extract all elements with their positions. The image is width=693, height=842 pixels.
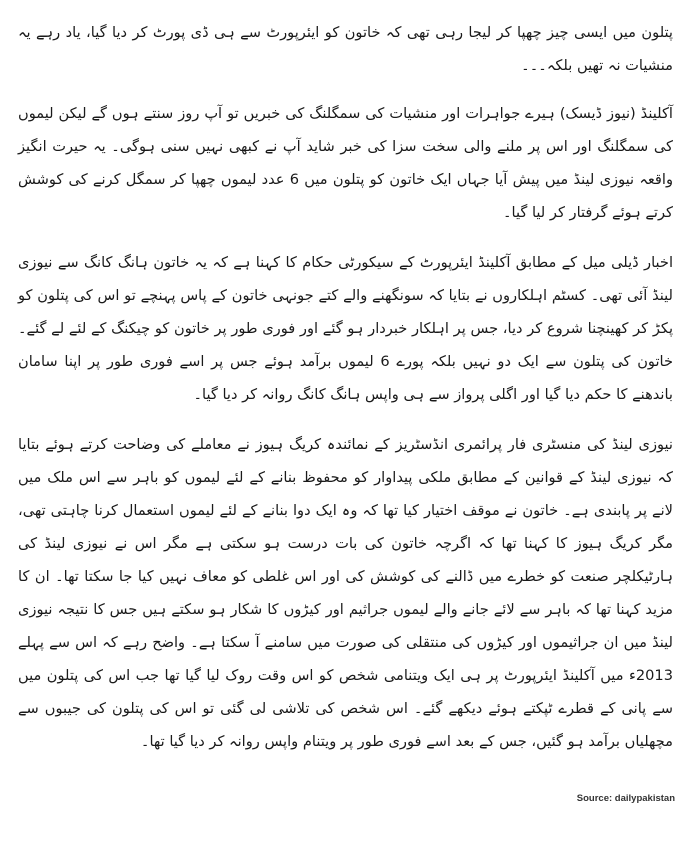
article-paragraph: نیوزی لینڈ کی منسٹری فار پرائمری انڈسٹریز کے نمائندہ کریگ ہیوز نے معاملے کی وضاحت کرتے ہوئے بتایا کہ نیوزی لینڈ کے قوانین کے مطابق ملکی پیداوار کو محفوظ بنانے کے لئے لیموں کو باہر سے اس ملک میں لانے پر پابندی ہے۔ خاتون نے موقف اختیار کیا تھا کہ وہ ایک دوا بنانے کے لئے لیموں استعمال کرنا چاہتی تھی، مگر کریگ ہیوز کا کہنا تھا کہ اگرچہ خاتون کی بات درست ہو سکتی ہے مگر اس نے نیوزی لینڈ کی ہارٹیکلچر صنعت کو خطرے میں ڈالنے کی کوشش کی اور اس غلطی کو معاف نہیں کیا جا سکتا تھا۔ ان کا مزید کہنا تھا کہ باہر سے لائے جانے والے لیموں جراثیم اور کیڑوں کا شکار ہو سکتے ہیں جس کا نتیجہ نیوزی لینڈ میں ان جراثیموں اور کیڑوں کی منتقلی کی صورت میں سامنے آ سکتا ہے۔ واضح رہے کہ اس سے پہلے 2013ء میں آکلینڈ ایئرپورٹ پر ہی ایک ویتنامی شخص کو اس وقت روک لیا گیا تھا جب اس کی پتلون میں سے پانی کے قطرے ٹپکتے ہوئے دیکھے گئے۔ اس شخص کی تلاشی لی گئی تو اس کی پتلون کی جیبوں سے مچھلیاں برآمد ہو گئیں، جس کے بعد اسے فوری طور پر ویتنام واپس روانہ کر دیا گیا تھا۔ (18, 436, 673, 750)
article-paragraph-intro: پتلون میں ایسی چیز چھپا کر لیجا رہی تھی کہ خاتون کو ایئرپورٹ سے ہی ڈی پورٹ کر دیا گیا، یاد رہے یہ منشیات نہ تھیں بلکہ۔۔۔ (18, 24, 673, 74)
article-body (18, 16, 673, 775)
article-paragraph: اخبار ڈیلی میل کے مطابق آکلینڈ ایئرپورٹ کے سیکورٹی حکام کا کہنا ہے کہ یہ خاتون ہانگ کانگ سے نیوزی لینڈ آئی تھی۔ کسٹم اہلکاروں نے بتایا کہ سونگھنے والے کتے جونہی خاتون کے پاس پہنچے تو اس کی پتلون کو پکڑ کر کھینچنا شروع کر دیا، جس پر اہلکار خبردار ہو گئے اور فوری طور پر خاتون کو چیکنگ کے لئے لے گئے۔ خاتون کی پتلون سے ایک دو نہیں بلکہ پورے 6 لیموں برآمد ہوئے جس پر اسے فوری طور پر اپنا سامان باندھنے کا حکم دیا گیا اور اگلی پرواز سے ہی واپس ہانگ کانگ روانہ کر دیا گیا۔ (18, 254, 673, 403)
article-paragraph: آکلینڈ (نیوز ڈیسک) ہیرے جواہرات اور منشیات کی سمگلنگ کی خبریں تو آپ روز سنتے ہوں گے لیکن لیموں کی سمگلنگ اور اس پر ملنے والی سخت سزا کی خبر شاید آپ نے کبھی نہیں سنی ہوگی۔ یہ حیرت انگیز واقعہ نیوزی لینڈ میں پیش آیا جہاں ایک خاتون کو پتلون میں 6 عدد لیموں چھپا کر سمگل کرنے کی کوشش کرتے ہوئے گرفتار کر لیا گیا۔ (18, 105, 673, 221)
source-credit: Source: dailypakistan (576, 793, 675, 804)
